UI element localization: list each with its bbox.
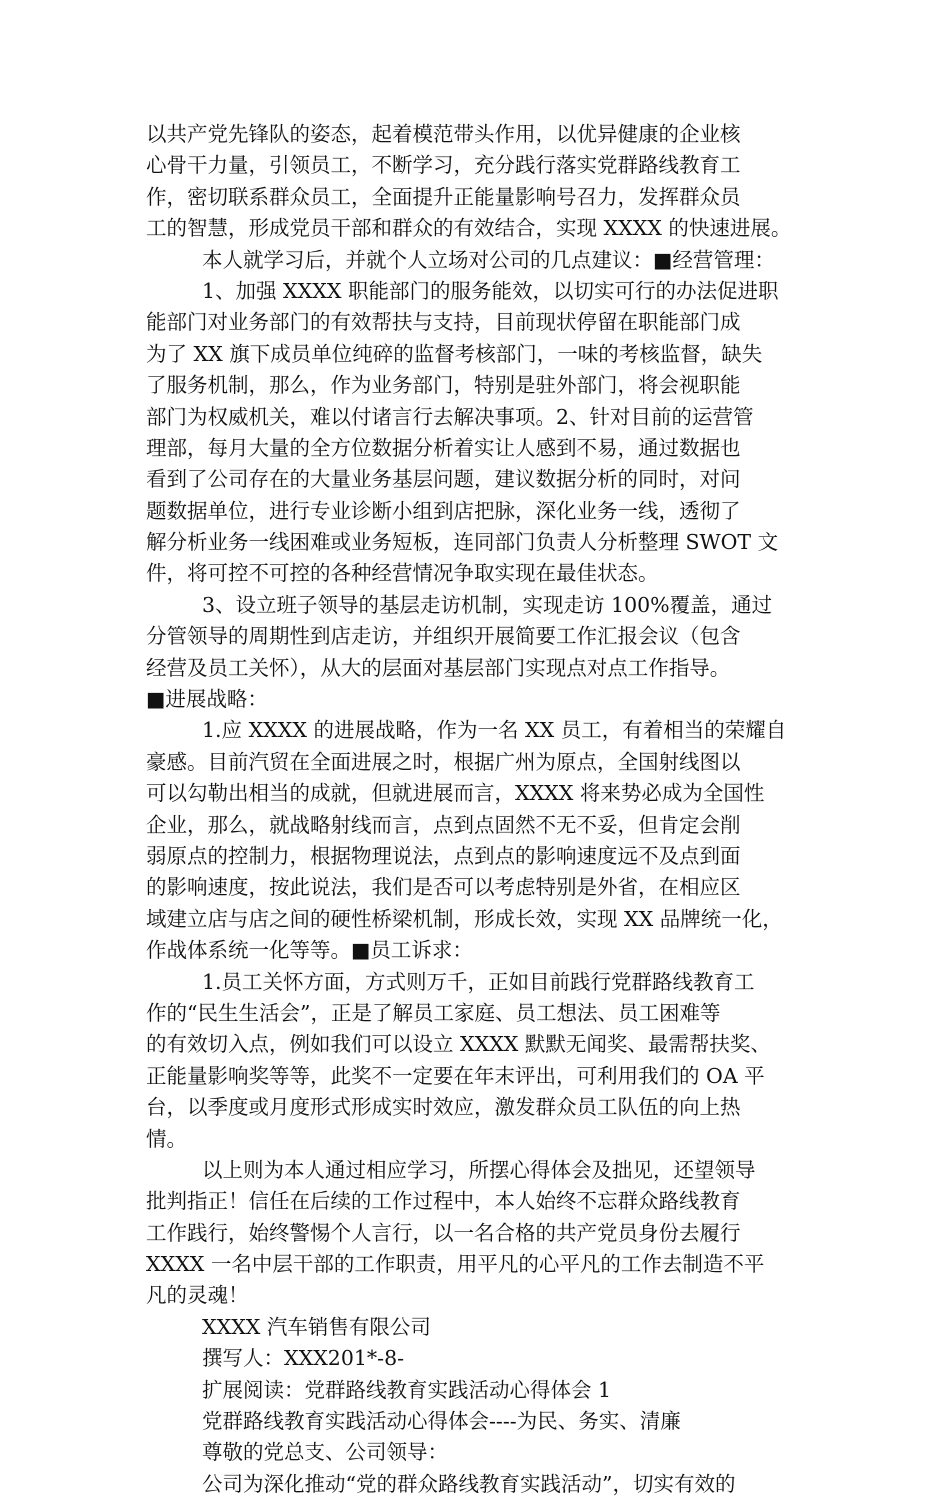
document-body xyxy=(146,119,816,1500)
text-line: 1.员工关怀方面，方式则万千，正如目前践行党群路线教育工 xyxy=(202,969,755,994)
text-line: 批判指正！信任在后续的工作过程中，本人始终不忘群众路线教育 xyxy=(146,1189,741,1214)
text-line: 1、加强 XXXX 职能部门的服务能效，以切实可行的办法促进职 xyxy=(202,278,779,303)
text-line: 域建立店与店之间的硬性桥梁机制，形成长效，实现 XX 品牌统一化， xyxy=(146,906,783,931)
text-line: 工作践行，始终警惕个人言行，以一名合格的共产党员身份去履行 xyxy=(146,1220,741,1245)
text-line: 部门为权威机关，难以付诸言行去解决事项。2、针对目前的运营管 xyxy=(146,404,754,429)
text-line: 弱原点的控制力，根据物理说法，点到点的影响速度远不及点到面 xyxy=(146,843,741,868)
text-line: 理部，每月大量的全方位数据分析着实让人感到不易，通过数据也 xyxy=(146,435,741,460)
text-line: 公司为深化推动“党的群众路线教育实践活动”，切实有效的 xyxy=(202,1471,736,1496)
text-line: 以上则为本人通过相应学习，所摆心得体会及拙见，还望领导 xyxy=(202,1157,756,1182)
text-line: 以共产党先锋队的姿态，起着模范带头作用，以优异健康的企业核 xyxy=(146,122,741,146)
text-line: 看到了公司存在的大量业务基层问题，建议数据分析的同时，对问 xyxy=(146,467,741,492)
text-line: 心骨干力量，引领员工，不断学习，充分践行落实党群路线教育工 xyxy=(146,153,741,178)
text-line: 扩展阅读：党群路线教育实践活动心得体会 1 xyxy=(202,1377,612,1402)
text-line: 豪感。目前汽贸在全面进展之时，根据广州为原点，全国射线图以 xyxy=(146,749,741,774)
text-line: 的影响速度，按此说法，我们是否可以考虑特别是外省，在相应区 xyxy=(146,875,741,900)
text-line: 分管领导的周期性到店走访，并组织开展简要工作汇报会议（包含 xyxy=(146,624,741,649)
text-line: 企业，那么，就战略射线而言，点到点固然不无不妥，但肯定会削 xyxy=(146,812,741,837)
text-line: 为了 XX 旗下成员单位纯碎的监督考核部门，一味的考核监督，缺失 xyxy=(146,341,763,366)
text-line: 解分析业务一线困难或业务短板，连同部门负责人分析整理 SWOT 文 xyxy=(146,530,779,555)
text-line: XXXX 汽车销售有限公司 xyxy=(202,1314,431,1339)
text-line: 1.应 XXXX 的进展战略，作为一名 XX 员工，有着相当的荣耀自 xyxy=(202,718,787,743)
text-line: 件，将可控不可控的各种经营情况争取实现在最佳状态。 xyxy=(146,561,659,586)
text-line: XXXX 一名中层干部的工作职责，用平凡的心平凡的工作去制造不平 xyxy=(146,1252,765,1277)
text-line: 撰写人：XXX201*-8- xyxy=(202,1346,405,1371)
text-line: 经营及员工关怀），从大的层面对基层部门实现点对点工作指导。 xyxy=(146,655,731,680)
text-line: 作的“民生生活会”，正是了解员工家庭、员工想法、员工困难等 xyxy=(146,1000,721,1025)
text-line: 尊敬的党总支、公司领导： xyxy=(202,1440,448,1465)
text-line: 的有效切入点，例如我们可以设立 XXXX 默默无闻奖、最需帮扶奖、 xyxy=(146,1032,771,1057)
text-line: 正能量影响奖等等，此奖不一定要在年末评出，可利用我们的 OA 平 xyxy=(146,1063,765,1088)
text-line: 凡的灵魂！ xyxy=(146,1283,249,1308)
text-line: 题数据单位，进行专业诊断小组到店把脉，深化业务一线，透彻了 xyxy=(146,498,741,523)
text-line: 作战体系统一化等等。■员工诉求： xyxy=(146,938,473,963)
text-line: 情。 xyxy=(146,1126,187,1151)
text-line: 本人就学习后，并就个人立场对公司的几点建议：■经营管理： xyxy=(202,247,775,272)
text-line: 作，密切联系群众员工，全面提升正能量影响号召力，发挥群众员 xyxy=(146,184,741,209)
text-line: 党群路线教育实践活动心得体会----为民、务实、清廉 xyxy=(202,1409,681,1434)
text-line: 3、设立班子领导的基层走访机制，实现走访 100%覆盖，通过 xyxy=(202,592,773,617)
text-line: 工的智慧，形成党员干部和群众的有效结合，实现 XXXX 的快速进展。 xyxy=(146,216,792,241)
text-line: ■进展战略： xyxy=(146,687,268,712)
text-line: 能部门对业务部门的有效帮扶与支持，目前现状停留在职能部门成 xyxy=(146,310,741,335)
text-line: 台，以季度或月度形式形成实时效应，激发群众员工队伍的向上热 xyxy=(146,1095,741,1120)
text-line: 可以勾勒出相当的成就，但就进展而言，XXXX 将来势必成为全国性 xyxy=(146,781,765,806)
text-line: 了服务机制，那么，作为业务部门，特别是驻外部门，将会视职能 xyxy=(146,373,741,398)
